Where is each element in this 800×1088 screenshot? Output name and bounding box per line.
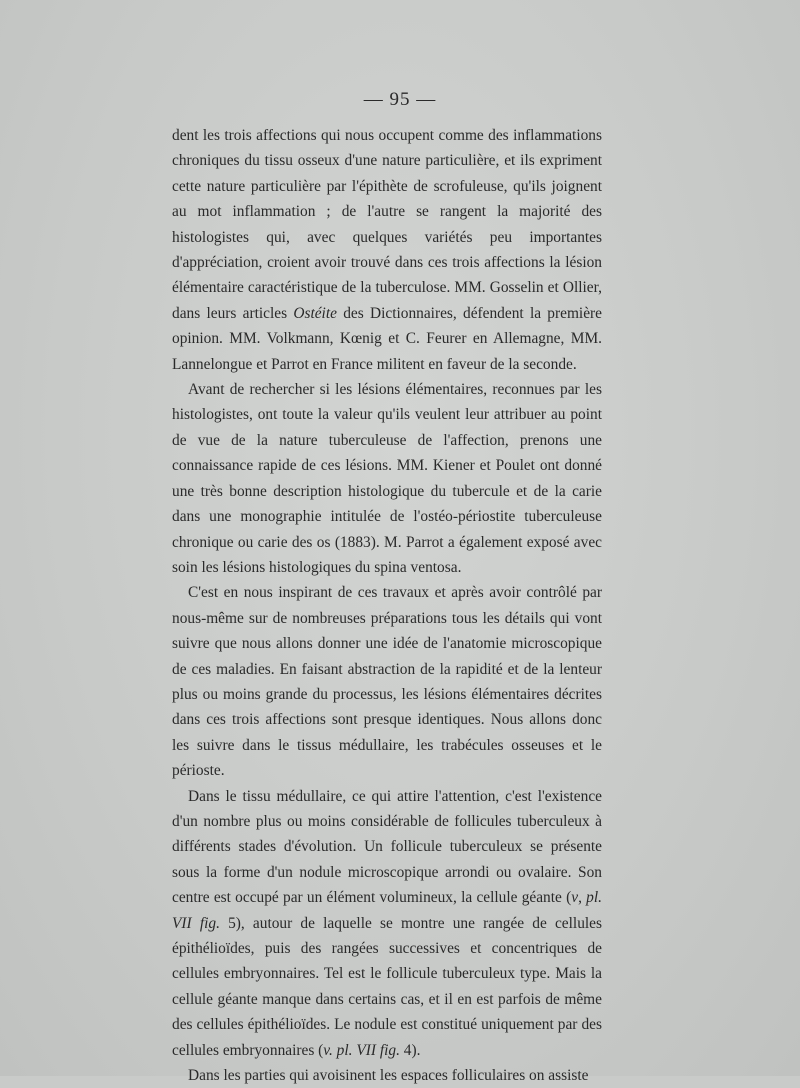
italic-text: v. pl. VII fig.: [323, 1041, 400, 1059]
italic-text: Ostéite: [293, 304, 337, 322]
text-run: dent les trois affections qui nous occupent comme des inflammations chroniques du tissu osseux d'une nature particulière, et ils expriment cette nature particulière par l'épithète de scrofuleuse, qu'ils joignent au mot inflammation ; de l'autre se rangent la majorité des histologistes qui, avec quelques variétés peu importantes d'appréciation, croient avoir trouvé dans ces trois affections la lésion élémentaire caractéristique de la tuberculose. MM. Gosselin et Ollier, dans leurs articles: [172, 127, 602, 322]
text-run: Dans les parties qui avoisinent les espaces folliculaires on assiste: [188, 1067, 589, 1085]
text-run: Dans le tissu médullaire, ce qui attire l'attention, c'est l'existence d'un nombre plus ou moins considérable de follicules tuberculeux à différents stades d'évolution. Un follicule tuberculeux se présente sous la forme d'un nodule microscopique arrondi ou ovalaire. Son centre est occupé par un élément volumineux, la cellule géante (: [172, 787, 602, 907]
page-number: — 95 —: [363, 89, 437, 110]
paragraph: [172, 580, 602, 783]
italic-text: pl. VII fig.: [172, 889, 602, 932]
text-run: C'est en nous inspirant de ces travaux et après avoir contrôlé par nous-même sur de nombreuses préparations tous les détails qui vont suivre que nous allons donner une idée de l'anatomie microscopique de ces maladies. En faisant abstraction de la rapidité et de la lenteur plus ou moins grande du processus, les lésions élémentaires décrites dans ces trois affections sont presque identiques. Nous allons donc les suivre dans le tissus médullaire, les trabécules osseuses et le périoste.: [172, 584, 602, 780]
text-run: 4).: [399, 1041, 421, 1059]
italic-text: v: [571, 889, 579, 907]
text-run: des Dictionnaires, défendent la première opinion. MM. Volkmann, Kœnig et C. Feurer en Allemagne, MM. Lannelongue et Parrot en France militent en faveur de la seconde.: [172, 304, 602, 373]
paragraph: [172, 123, 602, 377]
paragraph: [172, 377, 602, 580]
body-text: [172, 123, 602, 1088]
text-run: ,: [578, 889, 587, 907]
text-run: Avant de rechercher si les lésions élémentaires, reconnues par les histologistes, ont toute la valeur qu'ils veulent leur attribuer au point de vue de la nature tuberculeuse de l'affection, prenons une connaissance rapide de ces lésions. MM. Kiener et Poulet ont donné une très bonne description histologique du tubercule et de la carie dans une monographie intitulée de l'ostéo-périostite tuberculeuse chronique ou carie des os (1883). M. Parrot a également exposé avec soin les lésions histologiques du spina ventosa.: [172, 381, 602, 576]
text-run: 5), autour de laquelle se montre une rangée de cellules épithélioïdes, puis des rangées successives et concentriques de cellules embryonnaires. Tel est le follicule tuberculeux type. Mais la cellule géante manque dans certains cas, et il en est parfois de même des cellules épithélioïdes. Le nodule est constitué uniquement par des cellules embryonnaires (: [172, 914, 602, 1059]
paragraph: [172, 784, 602, 1063]
